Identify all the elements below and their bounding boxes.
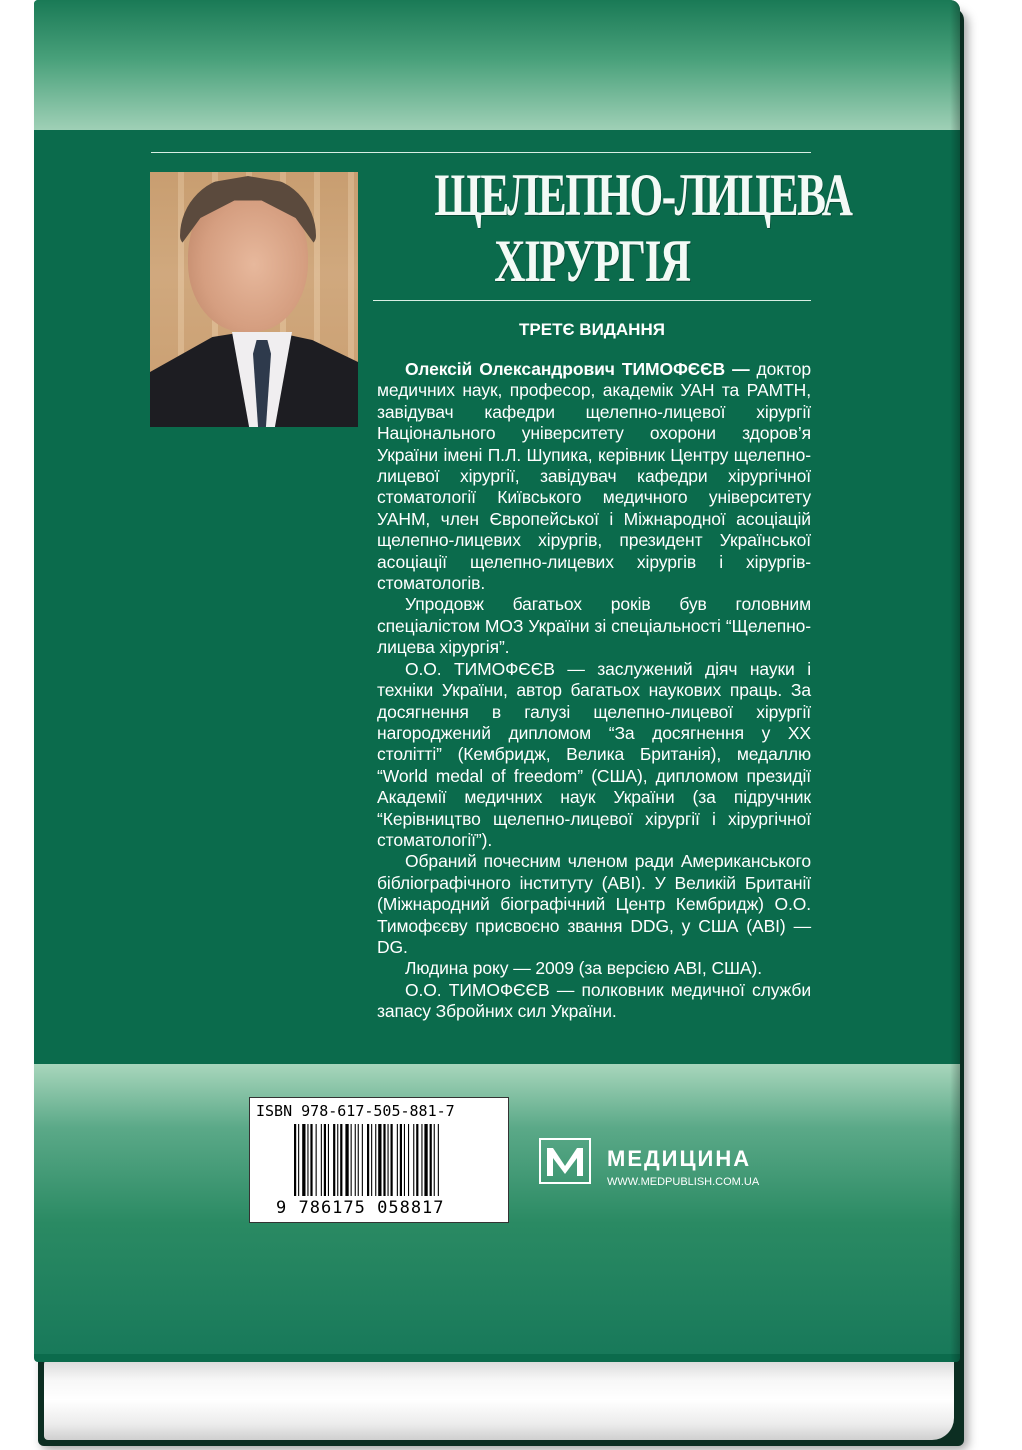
title-line-1: ЩЕЛЕПНО-ЛИЦЕВА [434, 162, 852, 228]
author-name: Олексій Олександрович ТИМОФЄЄВ — [405, 359, 750, 379]
book-title [434, 162, 852, 294]
isbn-label: ISBN 978-617-505-881-7 [256, 1102, 455, 1120]
isbn-barcode [249, 1097, 509, 1223]
edition-label: ТРЕТЄ ВИДАННЯ [519, 320, 665, 339]
isbn-digits: 9 786175 058817 [276, 1198, 445, 1218]
author-photo [150, 172, 358, 427]
publisher-name: МЕДИЦИНА [607, 1146, 752, 1171]
title-rule [373, 300, 811, 301]
top-rule [151, 152, 811, 153]
barcode-bars [294, 1124, 466, 1208]
bio-paragraph: Людина року — 2009 (за версією ABI, США). [405, 958, 762, 979]
bio-paragraph: О.О. ТИМОФЄЄВ — заслужений діяч науки і техніки України, автор багатьох наукових праць. За досягнення в галузі щелепно-лицевої хірургії нагороджений дипломом “За досягнення у ХХ столітті” (Кембридж, Велика Британія), медаллю “World medal of freedom” (США), дипломом президії Академії медичних наук України (за підручник “Керівництво щелепно-лицевої хірургії і хірургічної стоматології”). [377, 658, 811, 850]
bio-paragraph: Упродовж багатьох років був головним спеціалістом МОЗ України зі спеціальності “Щелепно-лицева хірургія”. [377, 594, 811, 658]
m-logo-icon [539, 1138, 591, 1184]
book-pages-edge [44, 1360, 954, 1440]
publisher-url: WWW.MEDPUBLISH.COM.UA [607, 1176, 760, 1188]
cover-edge-shade [950, 0, 960, 1362]
bio-paragraph: Обраний почесним членом ради Американського бібліографічного інституту (ABI). У Великій Британії (Міжнародний біографічний Центр Кембридж) О.О. Тимофєєву присвоєно звання DDG, у США (ABI) — DG. [377, 851, 811, 957]
bio-paragraph: Олексій Олександрович ТИМОФЄЄВ — доктор медичних наук, професор, академік УАН та РАМТН, завідувач кафедри щелепно-лицевої хірургії Національного університету охорони здоров’я України імені П.Л. Шупика, керівник Центру щелепно-лицевої хірургії, завідувач кафедри хірургічної стоматології Київського медичного університету УАНМ, член Європейської і Міжнародної асоціацій щелепно-лицевих хірургів, президент Української асоціації щелепно-лицевих хірургів і хірургів-стоматологів. [377, 359, 812, 594]
author-bio [377, 359, 811, 1023]
title-line-2: ХІРУРГІЯ [494, 228, 690, 294]
bio-paragraph: О.О. ТИМОФЄЄВ — полковник медичної служби запасу Збройних сил України. [377, 979, 811, 1022]
top-band [34, 0, 960, 130]
